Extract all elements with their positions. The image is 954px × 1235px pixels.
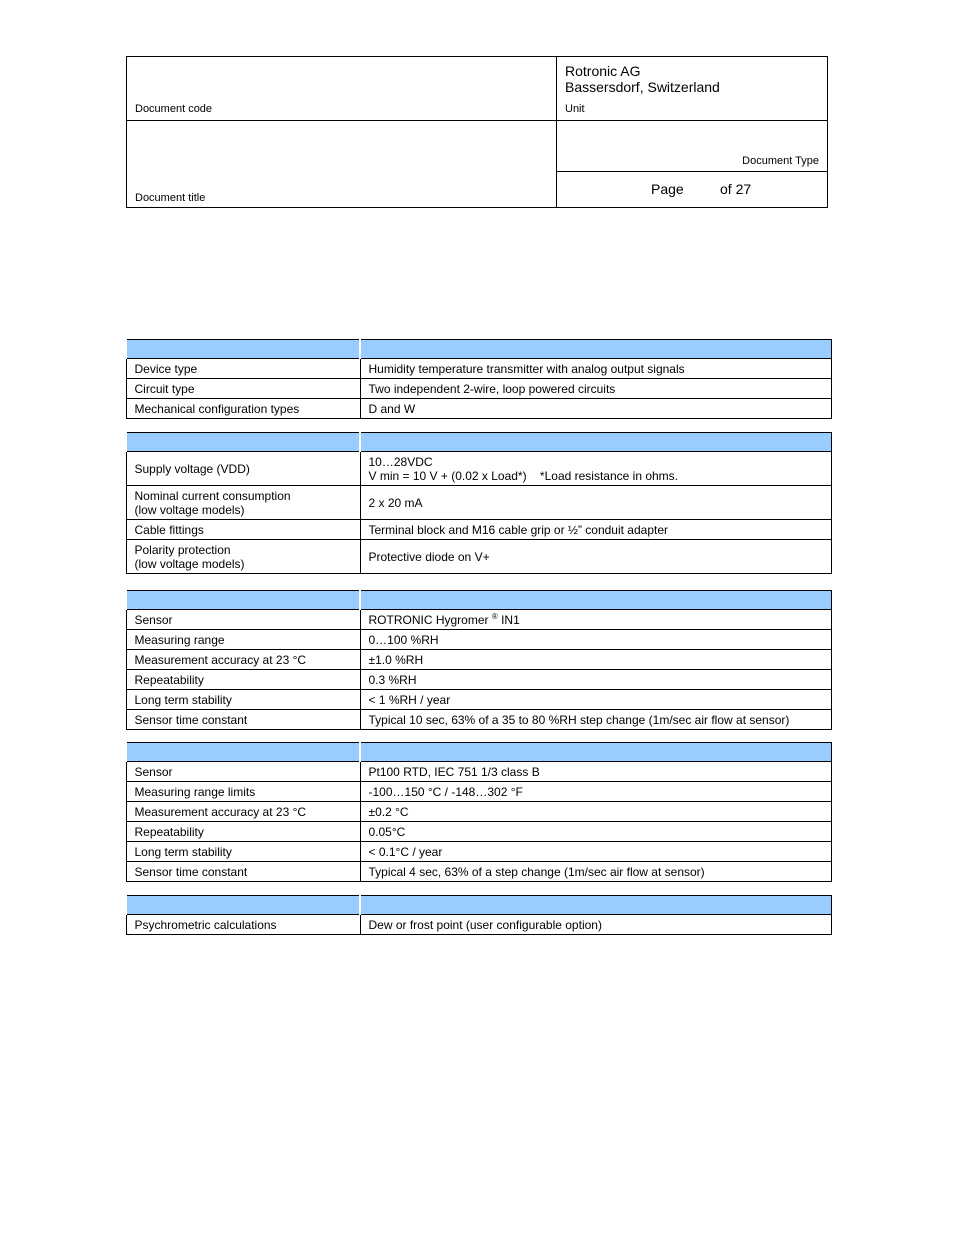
table-header-row <box>126 591 831 610</box>
row-value-line1: 10…28VDC <box>368 454 433 469</box>
spec-table-calculated <box>125 895 832 935</box>
row-value: 0.05°C <box>360 822 831 842</box>
row-label <box>126 540 360 574</box>
header-divider-vertical <box>556 57 557 207</box>
table-header-row <box>126 433 831 452</box>
row-label: Circuit type <box>126 379 360 399</box>
row-value <box>360 610 831 630</box>
row-label: Sensor time constant <box>126 710 360 730</box>
table-row <box>126 650 831 670</box>
row-value <box>360 452 831 486</box>
row-value: < 1 %RH / year <box>360 690 831 710</box>
row-label: Sensor <box>126 610 360 630</box>
row-value: Two independent 2-wire, loop powered circuits <box>360 379 831 399</box>
table-header-row <box>126 340 831 359</box>
row-label: Cable fittings <box>126 520 360 540</box>
row-label: Sensor time constant <box>126 862 360 882</box>
row-label: Long term stability <box>126 690 360 710</box>
table-row <box>126 862 831 882</box>
table-row <box>126 630 831 650</box>
table-row <box>126 452 831 486</box>
table-header-row <box>126 896 831 915</box>
spec-table-power <box>125 432 832 574</box>
row-value: ±0.2 °C <box>360 802 831 822</box>
sensor-model: IN1 <box>497 612 520 627</box>
row-value: 0.3 %RH <box>360 670 831 690</box>
page-total: of 27 <box>720 181 752 197</box>
row-value: Pt100 RTD, IEC 751 1/3 class B <box>360 762 831 782</box>
row-label-line2: (low voltage models) <box>134 556 245 571</box>
row-label: Long term stability <box>126 842 360 862</box>
row-label-line2: (low voltage models) <box>134 502 245 517</box>
spec-table-temperature <box>125 742 832 882</box>
table-row <box>126 915 831 935</box>
row-value-line2: V min = 10 V + (0.02 x Load*) *Load resistance in ohms. <box>368 468 679 483</box>
row-label: Measuring range limits <box>126 782 360 802</box>
row-label: Psychrometric calculations <box>126 915 360 935</box>
row-value: Protective diode on V+ <box>360 540 831 574</box>
sensor-name: ROTRONIC Hygromer <box>368 612 489 627</box>
company-line1: Rotronic AG <box>565 63 641 79</box>
row-value: Typical 4 sec, 63% of a step change (1m/sec air flow at sensor) <box>360 862 831 882</box>
row-label: Measuring range <box>126 630 360 650</box>
table-row <box>126 782 831 802</box>
row-value: ±1.0 %RH <box>360 650 831 670</box>
row-label <box>126 486 360 520</box>
row-value: 2 x 20 mA <box>360 486 831 520</box>
row-value: Typical 10 sec, 63% of a 35 to 80 %RH step change (1m/sec air flow at sensor) <box>360 710 831 730</box>
table-row <box>126 762 831 782</box>
row-label-line1: Nominal current consumption <box>134 488 291 503</box>
table-row <box>126 610 831 630</box>
document-code-label: Document code <box>135 103 213 115</box>
row-value: Dew or frost point (user configurable option) <box>360 915 831 935</box>
document-type-label: Document Type <box>742 155 819 167</box>
spec-table-humidity <box>125 590 832 730</box>
row-label: Repeatability <box>126 670 360 690</box>
document-title-label: Document title <box>135 192 206 204</box>
spec-table-general <box>125 339 832 419</box>
row-label: Mechanical configuration types <box>126 399 360 419</box>
row-label: Repeatability <box>126 822 360 842</box>
row-value: < 0.1°C / year <box>360 842 831 862</box>
row-value: -100…150 °C / -148…302 °F <box>360 782 831 802</box>
table-row <box>126 670 831 690</box>
registered-mark: ® <box>491 611 498 621</box>
row-value: Humidity temperature transmitter with analog output signals <box>360 359 831 379</box>
table-row <box>126 359 831 379</box>
header-divider-right <box>556 171 828 172</box>
header-divider-horizontal <box>127 120 827 121</box>
page-label: Page <box>651 181 684 197</box>
table-row <box>126 379 831 399</box>
row-value: 0…100 %RH <box>360 630 831 650</box>
table-row <box>126 520 831 540</box>
table-row <box>126 486 831 520</box>
table-header-row <box>126 743 831 762</box>
table-row <box>126 842 831 862</box>
table-row <box>126 822 831 842</box>
row-value: Terminal block and M16 cable grip or ½” conduit adapter <box>360 520 831 540</box>
company-name <box>565 63 720 95</box>
table-row <box>126 399 831 419</box>
table-row <box>126 690 831 710</box>
table-row <box>126 802 831 822</box>
row-label: Measurement accuracy at 23 °C <box>126 802 360 822</box>
table-row <box>126 540 831 574</box>
table-row <box>126 710 831 730</box>
document-header <box>126 56 828 208</box>
row-label: Device type <box>126 359 360 379</box>
unit-label: Unit <box>565 103 585 115</box>
row-label-line1: Polarity protection <box>134 542 231 557</box>
row-label: Supply voltage (VDD) <box>126 452 360 486</box>
company-line2: Bassersdorf, Switzerland <box>565 79 720 95</box>
row-value: D and W <box>360 399 831 419</box>
row-label: Sensor <box>126 762 360 782</box>
row-label: Measurement accuracy at 23 °C <box>126 650 360 670</box>
